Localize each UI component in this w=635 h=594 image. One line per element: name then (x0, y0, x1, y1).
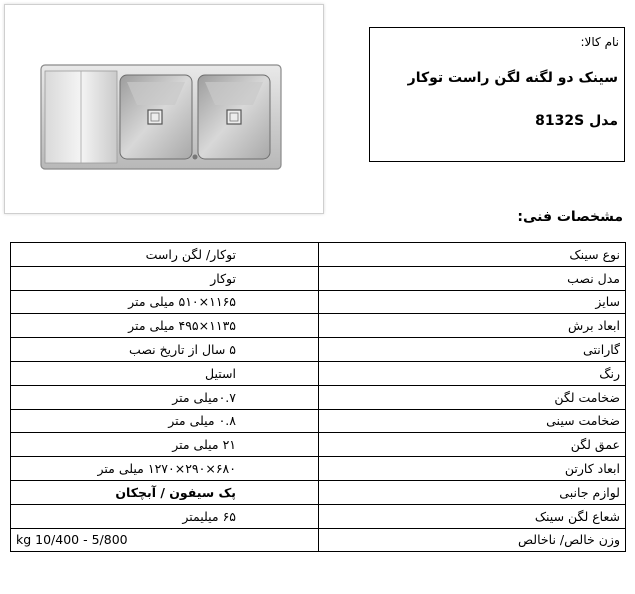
spec-value: ۰.۸ میلی متر (11, 409, 319, 433)
table-row (11, 243, 626, 267)
table-row (11, 338, 626, 362)
product-info-box (369, 27, 625, 162)
spec-key: وزن خالص/ ناخالص (319, 528, 626, 552)
model-label: مدل (589, 113, 618, 129)
spec-value: ۱۱۳۵×۴۹۵ میلی متر (11, 314, 319, 338)
spec-key: عمق لگن (319, 433, 626, 457)
spec-key: ضخامت سینی (319, 409, 626, 433)
spec-value: ۲۱ میلی متر (11, 433, 319, 457)
table-row (11, 409, 626, 433)
spec-value: استیل (11, 361, 319, 385)
product-model (535, 113, 618, 129)
table-row (11, 457, 626, 481)
spec-value: ۶۵ میلیمتر (11, 504, 319, 528)
spec-heading: مشخصات فنی: (517, 209, 623, 225)
table-row (11, 314, 626, 338)
spec-key: شعاع لگن سینک (319, 504, 626, 528)
spec-value: پک سیفون / آبچکان (11, 480, 319, 504)
spec-key: نوع سینک (319, 243, 626, 267)
spec-key: گارانتی (319, 338, 626, 362)
spec-key: سایز (319, 290, 626, 314)
model-code: 8132S (535, 113, 585, 129)
spec-key: رنگ (319, 361, 626, 385)
spec-table (10, 242, 626, 552)
table-row (11, 290, 626, 314)
spec-value: ۶۸۰×۲۹۰×۱۲۷۰ میلی متر (11, 457, 319, 481)
table-row (11, 266, 626, 290)
table-row (11, 361, 626, 385)
product-photo (4, 4, 324, 214)
spec-key: ابعاد برش (319, 314, 626, 338)
table-row (11, 385, 626, 409)
table-row (11, 528, 626, 552)
spec-value: ۱۱۶۵×۵۱۰ میلی متر (11, 290, 319, 314)
sink-image (5, 5, 323, 213)
spec-key: ابعاد کارتن (319, 457, 626, 481)
spec-value: kg 10/400 - 5/800 (11, 528, 319, 552)
spec-value: ۵ سال از تاریخ نصب (11, 338, 319, 362)
spec-value: توکار (11, 266, 319, 290)
spec-key: لوازم جانبی (319, 480, 626, 504)
product-title: سینک دو لگنه لگن راست توکار (407, 70, 618, 86)
product-name-label: نام کالا: (580, 35, 619, 49)
spec-value: ۰.۷میلی متر (11, 385, 319, 409)
spec-value: توکار/ لگن راست (11, 243, 319, 267)
spec-key: مدل نصب (319, 266, 626, 290)
table-row (11, 504, 626, 528)
spec-key: ضخامت لگن (319, 385, 626, 409)
table-row (11, 433, 626, 457)
table-row (11, 480, 626, 504)
